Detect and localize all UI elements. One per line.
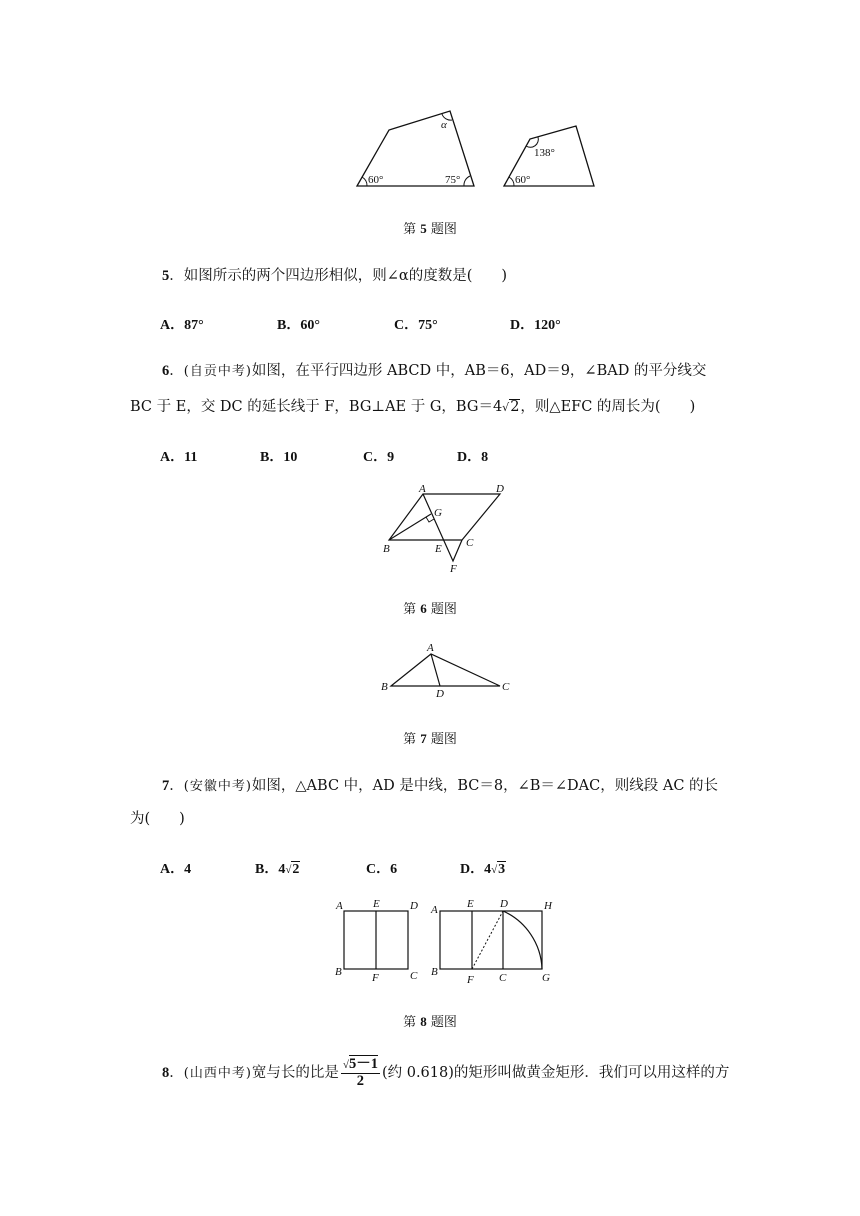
label-h-right: H <box>544 900 552 912</box>
label-d: D <box>496 483 504 495</box>
label-b-left: B <box>335 966 342 978</box>
label-f-right: F <box>467 974 474 986</box>
caption-prefix: 第 <box>403 732 417 747</box>
option-c: C．9 <box>363 450 395 465</box>
option-b: B．4√2 <box>255 862 300 877</box>
question-source: (山西中考) <box>183 1066 252 1081</box>
caption-prefix: 第 <box>403 602 417 617</box>
label-e: E <box>435 543 442 555</box>
caption-prefix: 第 <box>403 222 417 237</box>
label-b: B <box>381 681 388 693</box>
question-number: 7 <box>162 778 170 794</box>
question-number: 5 <box>162 268 170 284</box>
caption-suffix: 题图 <box>430 1015 457 1030</box>
fraction-numerator: √5－1 <box>342 1056 378 1072</box>
angle-label-138: 138° <box>534 147 555 159</box>
question-text: 为( ) <box>130 811 185 827</box>
label-a: A <box>419 483 426 495</box>
question-number: 8 <box>162 1065 170 1081</box>
option-c: C．6 <box>366 862 398 877</box>
label-g: G <box>434 507 442 519</box>
option-a: A．4 <box>160 862 192 877</box>
question-6-line1: 6．(自贡中考)如图，在平行四边形 ABCD 中，AB＝6，AD＝9，∠BAD 的平分线交 <box>162 363 707 379</box>
caption-prefix: 第 <box>403 1015 417 1030</box>
question-text: ，则△EFC 的周长为( ) <box>520 399 696 415</box>
angle-label-75: 75° <box>445 174 461 186</box>
question-text: BC 于 E，交 DC 的延长线于 F，BG⊥AE 于 G，BG＝4 <box>130 399 503 415</box>
label-e-right: E <box>467 898 474 910</box>
question-text: 如图，在平行四边形 ABCD 中，AB＝6，AD＝9，∠BAD 的平分线交 <box>251 363 707 379</box>
label-f: F <box>450 563 457 575</box>
label-e-left: E <box>373 898 380 910</box>
label-c-right: C <box>499 972 507 984</box>
question-number: 6 <box>162 363 170 379</box>
label-g-right: G <box>542 972 550 984</box>
question-5: 5．如图所示的两个四边形相似，则∠α的度数是( ) <box>162 268 508 284</box>
question-text: 宽与长的比是 <box>251 1065 339 1081</box>
caption-suffix: 题图 <box>430 602 457 617</box>
fraction <box>341 1057 380 1089</box>
dotted-fd <box>472 911 503 969</box>
label-c-left: C <box>410 970 418 982</box>
option-c: C．75° <box>394 318 438 333</box>
caption-suffix: 题图 <box>430 732 457 747</box>
option-d: D．8 <box>457 450 489 465</box>
angle-label-60-right: 60° <box>515 174 531 186</box>
question-source: (安徽中考) <box>183 779 252 794</box>
option-b: B．60° <box>277 318 320 333</box>
question-6-line2: BC 于 E，交 DC 的延长线于 F，BG⊥AE 于 G，BG＝4√2，则△EFC 的周长为( ) <box>130 399 696 415</box>
question-8: 8．(山西中考)宽与长的比是 $\frac{√5-1}{2}$ (约 0.618)的矩形叫做黄金矩形．我们可以用这样的方 <box>162 1056 730 1089</box>
question-7-line1: 7．(安徽中考)如图，△ABC 中，AD 是中线，BC＝8，∠B＝∠DAC，则线段 AC 的长 <box>162 778 719 794</box>
label-d-left: D <box>410 900 418 912</box>
label-d-right: D <box>500 898 508 910</box>
option-d: D．4√3 <box>460 862 506 877</box>
label-a-left: A <box>336 900 343 912</box>
question-text: 如图，△ABC 中，AD 是中线，BC＝8，∠B＝∠DAC，则线段 AC 的长 <box>251 778 719 794</box>
angle-label-alpha: α <box>441 119 447 131</box>
rect-abgh-right <box>440 911 542 969</box>
option-d: D．120° <box>510 318 561 333</box>
caption-number: 6 <box>420 601 427 616</box>
sqrt-value: 2 <box>510 399 520 415</box>
option-b: B．10 <box>260 450 298 465</box>
label-c: C <box>502 681 510 693</box>
fraction-denominator: 2 <box>356 1073 365 1089</box>
caption-suffix: 题图 <box>430 222 457 237</box>
figure-8-caption <box>0 1011 860 1030</box>
label-f-left: F <box>372 972 379 984</box>
label-d: D <box>436 688 444 700</box>
label-a: A <box>427 642 434 654</box>
caption-number: 5 <box>420 221 427 236</box>
option-a: A．11 <box>160 450 198 465</box>
question-text: 如图所示的两个四边形相似，则∠α的度数是( ) <box>183 268 508 284</box>
question-source: (自贡中考) <box>183 364 252 379</box>
label-a-right: A <box>431 904 438 916</box>
arc-dg <box>503 911 542 969</box>
option-a: A．87° <box>160 318 204 333</box>
question-text: (约 0.618)的矩形叫做黄金矩形．我们可以用这样的方 <box>381 1065 730 1081</box>
angle-label-60-left: 60° <box>368 174 384 186</box>
caption-number: 8 <box>420 1014 427 1029</box>
label-b: B <box>383 543 390 555</box>
caption-number: 7 <box>420 731 427 746</box>
label-b-right: B <box>431 966 438 978</box>
label-c: C <box>466 537 474 549</box>
